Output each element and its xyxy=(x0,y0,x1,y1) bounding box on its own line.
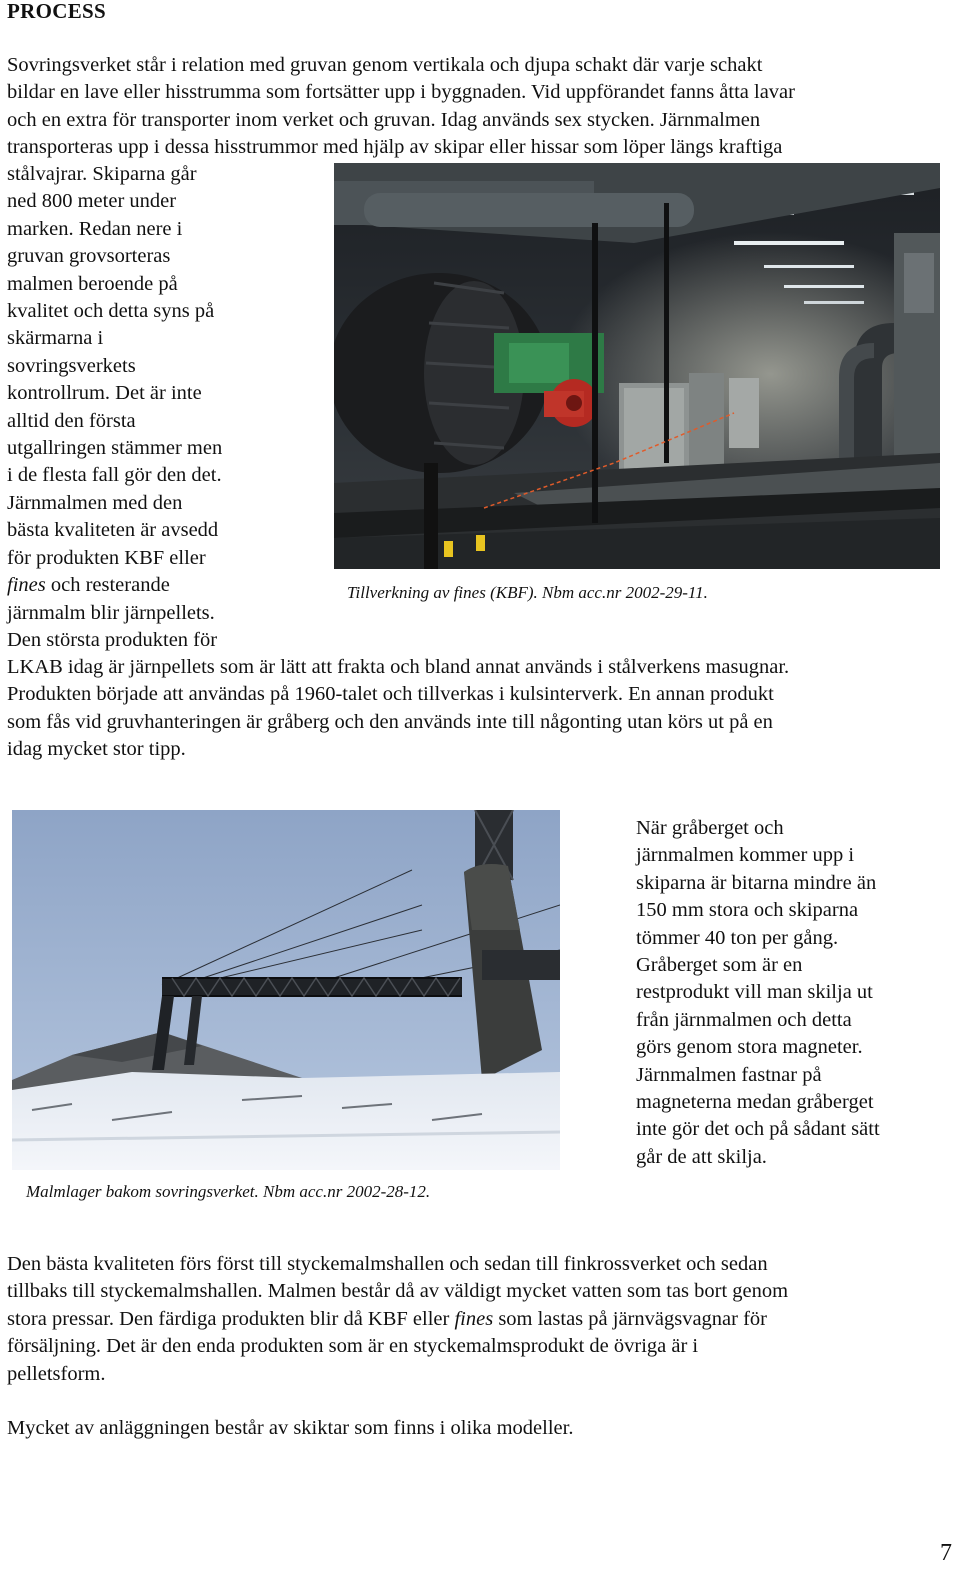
text-line: transporteras upp i dessa hisstrummor med hjälp av skipar eller hissar som löper längs kraftiga xyxy=(7,136,783,159)
text-line: magneterna medan gråberget xyxy=(636,1091,874,1114)
text-line: marken. Redan nere i xyxy=(7,217,183,240)
text-line: kvalitet och detta syns på xyxy=(7,300,215,323)
text-line xyxy=(7,1306,947,1333)
text-line: försäljning. Det är den enda produkten som är en styckemalmsprodukt de övriga är i xyxy=(7,1335,699,1358)
text-line: alltid den första xyxy=(7,409,136,432)
bottom-paragraph xyxy=(7,1251,947,1388)
text-line: för produkten KBF eller xyxy=(7,546,206,569)
text-line: bästa kvaliteten är avsedd xyxy=(7,519,219,542)
text-line: och en extra för transporter inom verket och gruvan. Idag används sex stycken. Järnmalmen xyxy=(7,108,761,131)
factory-photo xyxy=(334,163,940,569)
text-line: järnmalm blir järnpellets. xyxy=(7,601,215,624)
text-line: kontrollrum. Det är inte xyxy=(7,382,202,405)
text-fragment: och resterande xyxy=(45,574,170,597)
text-line: Järnmalmen med den xyxy=(7,491,183,514)
text-line: Gråberget som är en xyxy=(636,954,803,977)
text-line: När gråberget och xyxy=(636,817,784,839)
italic-term: fines xyxy=(7,574,46,597)
text-line: järnmalmen kommer upp i xyxy=(636,844,855,867)
text-line: sovringsverkets xyxy=(7,354,136,377)
section-heading: PROCESS xyxy=(7,0,106,23)
text-line: går de att skilja. xyxy=(636,1145,767,1168)
text-line: bildar en lave eller hisstrumma som fortsätter upp i byggnaden. Vid uppförandet fanns åtta lavar xyxy=(7,81,795,104)
text-line: Produkten började att användas på 1960-talet och tillverkas i kulsinterverk. En annan produkt xyxy=(7,683,774,706)
final-paragraph: Mycket av anläggningen består av skiktar som finns i olika modeller. xyxy=(7,1417,574,1439)
text-line: stålvajrar. Skiparna går xyxy=(7,163,197,185)
text-line: skiparna är bitarna mindre än xyxy=(636,871,877,894)
text-line: Den bästa kvaliteten förs först till styckemalmshallen och sedan till finkrossverket och sedan xyxy=(7,1253,768,1275)
text-line: tömmer 40 ton per gång. xyxy=(636,926,839,949)
text-line: Den största produkten för xyxy=(7,628,218,651)
text-line: skärmarna i xyxy=(7,327,104,350)
ore-storage-photo xyxy=(12,810,560,1170)
page-number: 7 xyxy=(940,1540,952,1566)
text-line: från järnmalmen och detta xyxy=(636,1008,852,1031)
intro-paragraph xyxy=(7,52,947,162)
text-line: malmen beroende på xyxy=(7,272,178,295)
wrapped-paragraph xyxy=(7,161,269,654)
text-line: LKAB idag är järnpellets som är lätt att frakta och bland annat används i stålverkens masugnar. xyxy=(7,656,790,678)
continued-paragraph xyxy=(7,654,947,764)
text-line: Järnmalmen fastnar på xyxy=(636,1063,822,1086)
text-line: gruvan grovsorteras xyxy=(7,245,171,268)
text-line: pelletsform. xyxy=(7,1362,106,1385)
side-paragraph xyxy=(636,815,946,1171)
text-line: ned 800 meter under xyxy=(7,190,177,213)
text-line: utgallringen stämmer men xyxy=(7,437,223,460)
text-line: 150 mm stora och skiparna xyxy=(636,899,859,922)
text-fragment: stora pressar. Den färdiga produkten blir då KBF eller xyxy=(7,1307,455,1330)
text-line: tillbaks till styckemalmshallen. Malmen består då av väldigt mycket vatten som tas bort genom xyxy=(7,1280,789,1303)
text-line: inte gör det och på sådant sätt xyxy=(636,1118,880,1141)
text-line: i de flesta fall gör den det. xyxy=(7,464,222,487)
text-line: som fås vid gruvhanteringen är gråberg och den används inte till någonting utan körs ut på en xyxy=(7,710,773,733)
text-fragment: som lastas på järnvägsvagnar för xyxy=(493,1307,768,1330)
text-line: restprodukt vill man skilja ut xyxy=(636,981,873,1004)
italic-term: fines xyxy=(454,1307,494,1330)
photo-caption: Malmlager bakom sovringsverket. Nbm acc.nr 2002-28-12. xyxy=(26,1182,431,1201)
text-line xyxy=(7,572,269,599)
text-line: idag mycket stor tipp. xyxy=(7,738,186,761)
photo-caption: Tillverkning av fines (KBF). Nbm acc.nr 2002-29-11. xyxy=(347,583,708,602)
text-line: Sovringsverket står i relation med gruvan genom vertikala och djupa schakt där varje schakt xyxy=(7,54,763,76)
text-line: görs genom stora magneter. xyxy=(636,1036,863,1059)
